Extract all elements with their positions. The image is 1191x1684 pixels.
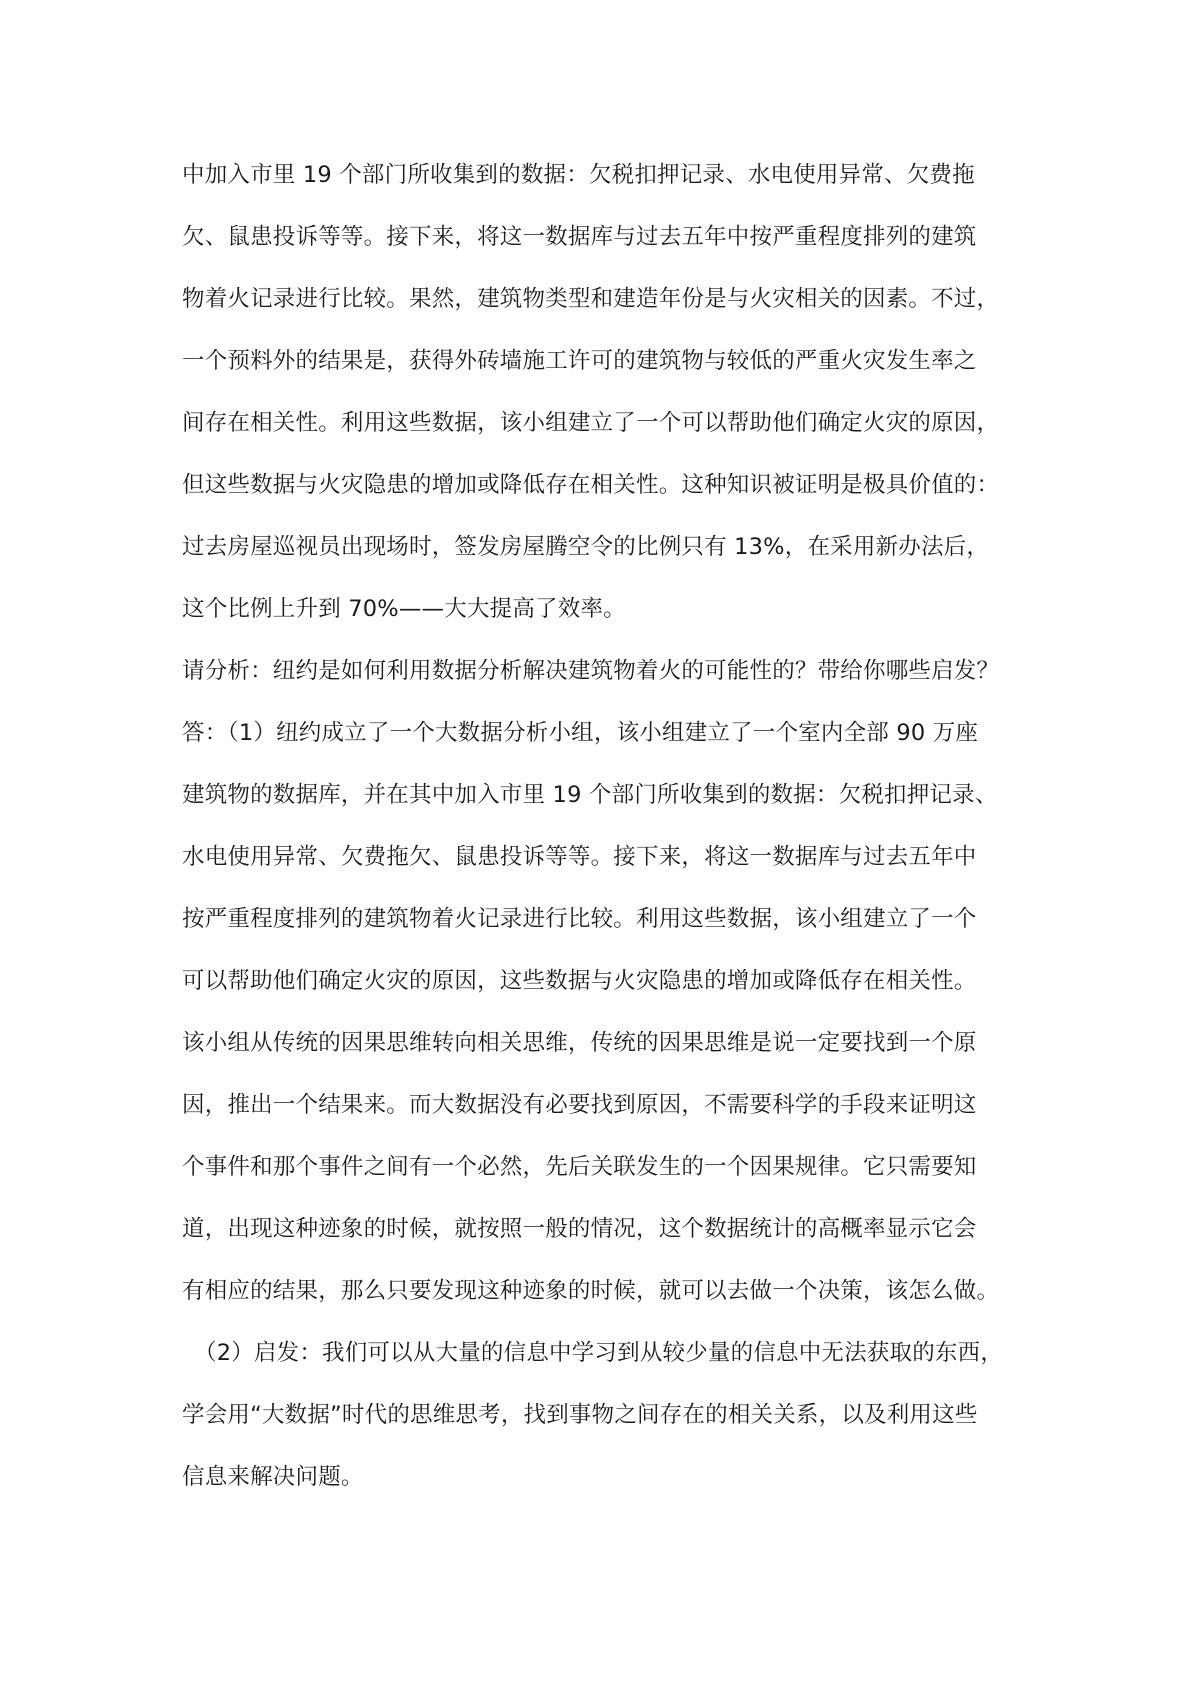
text-line: 学会用“大数据”时代的思维思考，找到事物之间存在的相关关系，以及利用这些 <box>182 1402 978 1428</box>
text-line: 但这些数据与火灾隐患的增加或降低存在相关性。这种知识被证明是极具价值的： <box>182 472 1000 498</box>
text-line: 间存在相关性。利用这些数据，该小组建立了一个可以帮助他们确定火灾的原因， <box>182 410 1000 436</box>
text-line: 可以帮助他们确定火灾的原因，这些数据与火灾隐患的增加或降低存在相关性。 <box>182 968 977 994</box>
text-line: 水电使用异常、欠费拖欠、鼠患投诉等等。接下来，将这一数据库与过去五年中 <box>182 844 977 870</box>
text-line: 这个比例上升到 70%——大大提高了效率。 <box>182 596 626 622</box>
text-line: 按严重程度排列的建筑物着火记录进行比较。利用这些数据，该小组建立了一个 <box>182 906 977 932</box>
text-line: 物着火记录进行比较。果然，建筑物类型和建造年份是与火灾相关的因素。不过， <box>182 286 1000 312</box>
text-line: 个事件和那个事件之间有一个必然，先后关联发生的一个因果规律。它只需要知 <box>182 1154 977 1180</box>
body-text <box>182 152 1022 1516</box>
text-line: 建筑物的数据库，并在其中加入市里 19 个部门所收集到的数据：欠税扣押记录、 <box>182 782 998 808</box>
text-line: 欠、鼠患投诉等等。接下来，将这一数据库与过去五年中按严重程度排列的建筑 <box>182 224 977 250</box>
text-line: 过去房屋巡视员出现场时，签发房屋腾空令的比例只有 13%，在采用新办法后， <box>182 534 990 560</box>
answer-line: 答：（1）纽约成立了一个大数据分析小组，该小组建立了一个室内全部 90 万座 <box>182 720 979 746</box>
text-line: 因，推出一个结果来。而大数据没有必要找到原因，不需要科学的手段来证明这 <box>182 1092 977 1118</box>
text-line: 该小组从传统的因果思维转向相关思维，传统的因果思维是说一定要找到一个原 <box>182 1030 977 1056</box>
text-line: 道，出现这种迹象的时候，就按照一般的情况，这个数据统计的高概率显示它会 <box>182 1216 977 1242</box>
text-line: 中加入市里 19 个部门所收集到的数据：欠税扣押记录、水电使用异常、欠费拖 <box>182 162 975 188</box>
insight-line: （2）启发：我们可以从大量的信息中学习到从较少量的信息中无法获取的东西， <box>194 1340 1004 1366</box>
question-line: 请分析：纽约是如何利用数据分析解决建筑物着火的可能性的？带给你哪些启发？ <box>182 658 1000 684</box>
text-line: 一个预料外的结果是，获得外砖墙施工许可的建筑物与较低的严重火灾发生率之 <box>182 348 977 374</box>
text-line: 有相应的结果，那么只要发现这种迹象的时候，就可以去做一个决策，该怎么做。 <box>182 1278 1000 1304</box>
text-line: 信息来解决问题。 <box>182 1464 364 1490</box>
